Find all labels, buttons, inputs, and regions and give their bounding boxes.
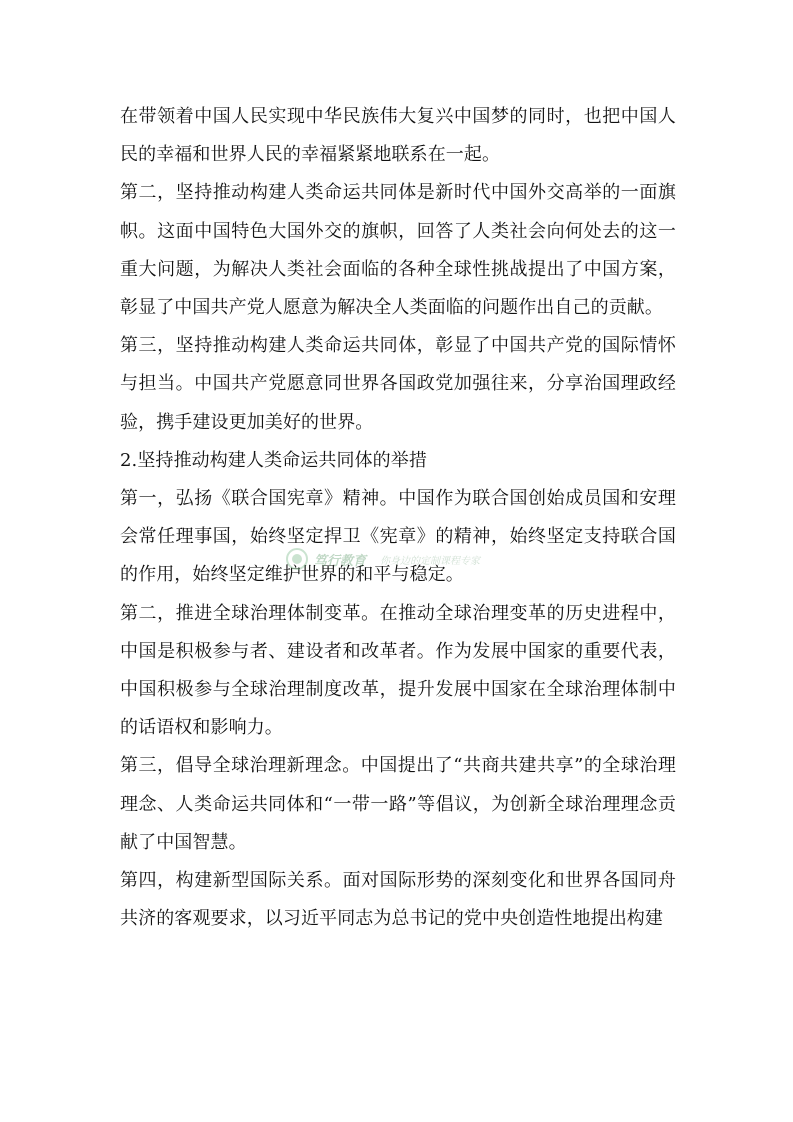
paragraph-measure-two: 第二，推进全球治理体制变革。在推动全球治理变革的历史进程中，中国是积极参与者、建设者和改革者。作为发展中国家的重要代表，中国积极参与全球治理制度改革，提升发展中国家在全球治理体制中的话语权和影响力。 — [120, 602, 676, 739]
paragraph-measure-four: 第四，构建新型国际关系。面对国际形势的深刻变化和世界各国同舟共济的客观要求，以习近平同志为总书记的党中央创造性地提出构建 — [120, 870, 676, 930]
document-body — [120, 98, 676, 938]
paragraph-measure-three: 第三，倡导全球治理新理念。中国提出了“共商共建共享”的全球治理理念、人类命运共同体和“一带一路”等倡议，为创新全球治理理念贡献了中国智慧。 — [120, 755, 676, 853]
section-heading-measures: 2.坚持推动构建人类命运共同体的举措 — [120, 449, 427, 471]
paragraph-point-two: 第二，坚持推动构建人类命运共同体是新时代中国外交高举的一面旗帜。这面中国特色大国外交的旗帜，回答了人类社会向何处去的这一重大问题，为解决人类社会面临的各种全球性挑战提出了中国方案，彰显了中国共产党人愿意为解决全人类面临的问题作出自己的贡献。 — [120, 182, 676, 319]
paragraph-measure-one: 第一，弘扬《联合国宪章》精神。中国作为联合国创始成员国和安理会常任理事国，始终坚定捍卫《宪章》的精神，始终坚定支持联合国的作用，始终坚定维护世界的和平与稳定。 — [120, 488, 676, 586]
paragraph-continuation: 在带领着中国人民实现中华民族伟大复兴中国梦的同时，也把中国人民的幸福和世界人民的幸福紧紧地联系在一起。 — [120, 106, 676, 166]
watermark-slogan: 你身边的定制课程专家 — [380, 555, 481, 567]
paragraph-point-three: 第三，坚持推动构建人类命运共同体，彰显了中国共产党的国际情怀与担当。中国共产党愿意同世界各国政党加强往来，分享治国理政经验，携手建设更加美好的世界。 — [120, 335, 676, 433]
watermark-brand: 笃行教育 — [314, 553, 367, 569]
